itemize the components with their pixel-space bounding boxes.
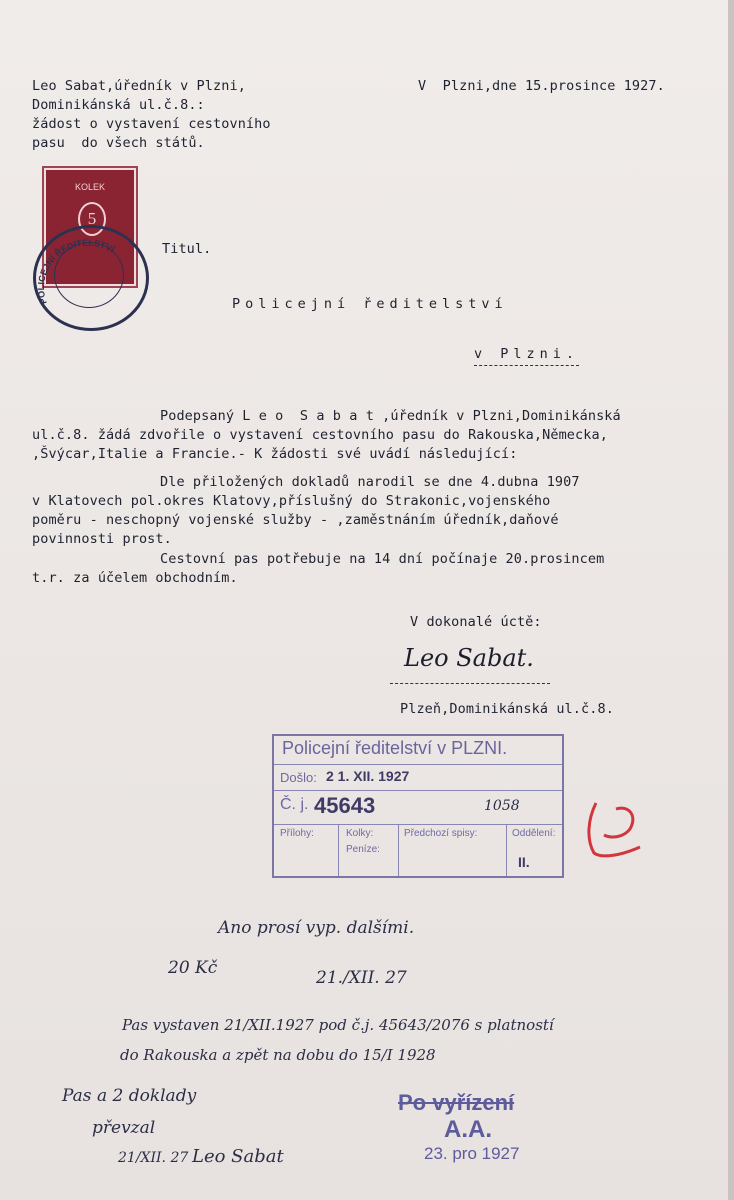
stamp-divider [274,764,562,765]
col-attachments: Přílohy: [280,828,314,839]
revenue-stamp-label: KOLEK [74,182,105,192]
page-edge [728,0,734,1200]
body-p1-line2: ul.č.8. žádá zdvořile o vystavení cestovního pasu do Rakouska,Německa, [32,427,608,443]
handwritten-receipt-line1: Pas a 2 doklady [62,1086,197,1106]
col-department: Oddělení: [512,828,556,839]
col-stamps: Kolky: [346,828,374,839]
body-p2-line2: v Klatovech pol.okres Klatovy,příslušný do Strakonic,vojenského [32,493,551,509]
ref-extra: 1058 [484,798,520,814]
salutation: Titul. [162,241,212,257]
sender-line-2: Dominikánská ul.č.8.: [32,97,205,113]
received-label: Došlo: [280,770,317,785]
place-date: V Plzni,dne 15.prosince 1927. [418,78,665,94]
body-p1-line1: Podepsaný L e o S a b a t ,úředník v Plzni,Dominikánská [160,408,621,424]
stamp-divider [274,790,562,791]
handwritten-issue-line1: Pas vystaven 21/XII.1927 pod č.j. 45643/2076 s platností [122,1016,554,1034]
col-money: Peníze: [346,844,380,855]
registry-stamp-title: Policejní ředitelství v PLZNI. [282,738,508,758]
final-stamp [398,1090,519,1164]
handwritten-date: 21./XII. 27 [316,968,407,988]
closing-greeting: V dokonalé úctě: [410,614,542,630]
handwritten-fee: 20 Kč [168,958,218,978]
recipient-line-2: v Plzni. [474,345,579,366]
recipient-line-1: Policejní ředitelství [232,296,508,312]
seal-text: POLICEJNÍ ŘEDITELSTVÍ [35,237,117,306]
ref-label: Č. j. [280,796,309,813]
received-date: 2 1. XII. 1927 [326,768,410,784]
handwritten-note: Ano prosí vyp. dalšími. [218,918,415,938]
signature-line [390,683,550,684]
signature: Leo Sabat. [404,644,534,672]
stamp-col-divider [506,824,507,876]
stamp-col-divider [338,824,339,876]
body-p2-line1: Dle přiložených dokladů narodil se dne 4.dubna 1907 [160,474,580,490]
body-p3-line2: t.r. za účelem obchodním. [32,570,238,586]
body-p2-line3: poměru - neschopný vojenské služby - ,zaměstnáním úředník,daňové [32,512,559,528]
seal-text-ring [33,225,143,325]
body-p2-line4: povinnosti prost. [32,531,172,547]
department-value: II. [518,854,530,870]
body-p3-line1: Cestovní pas potřebuje na 14 dní počínaje 20.prosincem [160,551,605,567]
red-pencil-mark [582,795,652,865]
sender-line-4: pasu do všech států. [32,135,205,151]
stamp-divider [274,824,562,825]
final-stamp-line3: 23. pro 1927 [424,1144,520,1163]
col-previous: Předchozí spisy: [404,828,478,839]
handwritten-issue-line2: do Rakouska a zpět na dobu do 15/I 1928 [120,1046,436,1064]
sender-line-1: Leo Sabat,úředník v Plzni, [32,78,246,94]
registry-stamp [272,734,564,878]
handwritten-receipt-signature: Leo Sabat [192,1146,284,1167]
revenue-stamp-value: 5 [78,202,106,236]
handwritten-receipt-date: 21/XII. 27 [118,1150,189,1166]
svg-text:POLICEJNÍ ŘEDITELSTVÍ [36,238,117,306]
sender-line-3: žádost o vystavení cestovního [32,116,271,132]
police-seal [33,225,149,331]
body-p1-line3: ,Švýcar,Italie a Francie.- K žádosti své uvádí následující: [32,446,518,462]
stamp-col-divider [398,824,399,876]
closing-address: Plzeň,Dominikánská ul.č.8. [400,701,614,717]
ref-number: 45643 [314,793,376,818]
final-stamp-line1: Po vyřízení [398,1090,515,1115]
final-stamp-line2: A.A. [444,1116,492,1143]
handwritten-receipt-line2: převzal [92,1118,156,1138]
